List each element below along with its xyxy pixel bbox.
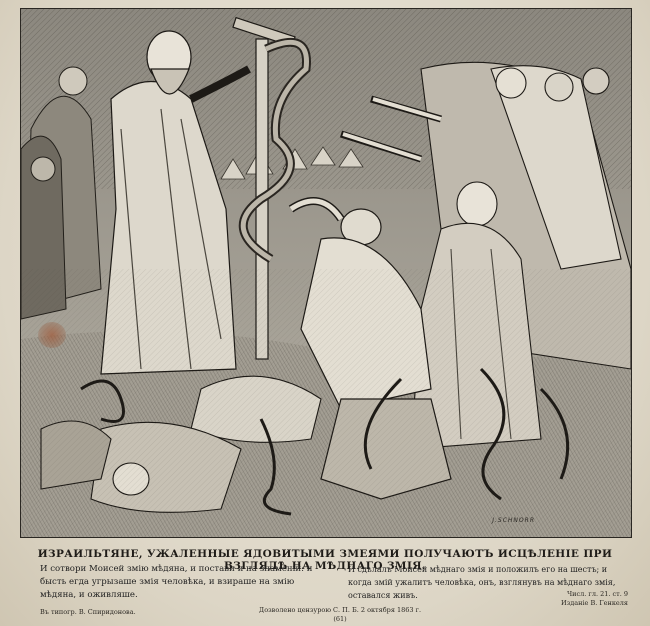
printer-credit: Въ типогр. В. Спиридонова. — [40, 608, 136, 616]
page-number: (61) — [333, 615, 347, 623]
engraving-illustration — [20, 8, 632, 538]
engraving-artwork — [21, 9, 631, 537]
scripture-reference: Числ. гл. 21. ст. 9 — [567, 590, 628, 598]
censor-note-block — [240, 606, 440, 624]
print-title: ИЗРАИЛЬТЯНЕ, УЖАЛЕННЫЕ ЯДОВИТЫМИ ЗМЕЯМИ ПОЛУЧАЮТЪ ИСЦѢЛЕНІЕ ПРИ ВЗГЛЯДѢ НА МѢДНАГО ЗМІЯ. — [37, 548, 613, 572]
publisher-credit: Изданіе В. Генкеля — [561, 599, 628, 607]
verse-church-slavonic: И сотвори Моисей змію мѣдяна, и постави и на знаменіи: и бысть егда угрызаше змія человѣка, и взираше на змію мѣдяна, и оживляше. — [40, 564, 313, 600]
verse-russian: И сдѣлалъ Моисей мѣднаго змія и положилъ его на шестъ; и когда змій ужалитъ человѣка, онъ, взглянувъ на мѣднаго змія, оставался живъ. — [348, 565, 616, 600]
artist-signature: J.SCHNORR — [492, 517, 535, 524]
censor-note: Дозволено цензурою С. П. Б. 2 октября 1863 г. — [258, 606, 422, 614]
paper-stain — [38, 322, 66, 348]
scripture-reference-block — [561, 590, 628, 608]
